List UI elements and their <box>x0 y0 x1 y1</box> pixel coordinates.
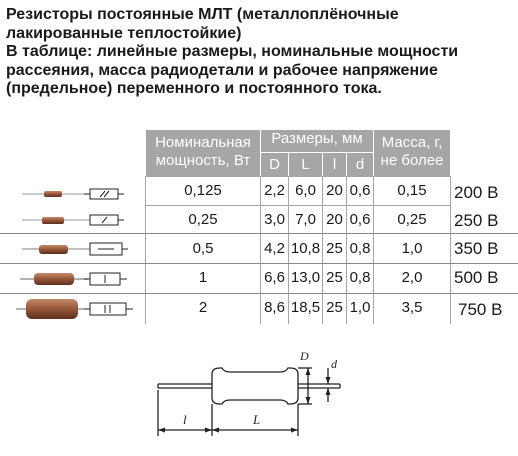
cell-power: 1 <box>198 269 208 286</box>
cell-power: 0,25 <box>188 211 218 228</box>
cell-d: 0,8 <box>349 269 371 286</box>
cell-l: 25 <box>326 269 343 286</box>
resistor-2w-symbol <box>84 303 133 315</box>
cell-power: 0,5 <box>192 240 214 257</box>
dimension-drawing <box>150 338 360 450</box>
cell-mass: 3,5 <box>401 299 423 316</box>
resistor-0125w-photo <box>22 191 90 197</box>
voltage-label: 500 В <box>454 268 499 287</box>
cell-L: 18,5 <box>290 299 321 316</box>
resistor-1w-photo <box>20 273 88 285</box>
resistor-2w-photo <box>16 299 84 319</box>
voltage-label: 200 В <box>454 183 499 202</box>
cell-d: 1,0 <box>349 299 371 316</box>
cell-d: 0,6 <box>349 182 371 199</box>
voltage-label: 750 В <box>458 300 503 319</box>
cell-d: 0,8 <box>349 240 371 257</box>
voltage-label: 250 В <box>454 211 499 230</box>
document-title <box>6 6 512 99</box>
voltage-label: 350 В <box>454 239 499 258</box>
dim-label-D: D <box>300 349 309 363</box>
title-line-1: Резисторы постоянные МЛТ (металлоплёночные <box>6 6 399 23</box>
resistor-images <box>0 176 145 326</box>
cell-D: 3,0 <box>264 211 285 228</box>
title-line-2: лакированные теплостойкие) <box>6 24 242 42</box>
header-D: D <box>261 153 288 176</box>
resistor-025w-photo <box>22 217 90 224</box>
cell-mass: 2,0 <box>401 269 423 286</box>
resistor-0125w-symbol <box>84 189 124 199</box>
header-power: Номинальная мощность, Вт <box>146 130 260 176</box>
header-dims: Размеры, мм <box>261 130 373 152</box>
cell-D: 4,2 <box>264 240 285 257</box>
resistor-1w-symbol <box>84 273 127 285</box>
cell-l: 20 <box>326 182 343 199</box>
cell-d: 0,6 <box>349 211 371 228</box>
cell-L: 7,0 <box>295 211 316 228</box>
header-l: l <box>323 153 346 176</box>
cell-mass: 1,0 <box>401 240 423 257</box>
cell-D: 2,2 <box>264 182 285 199</box>
header-L: L <box>289 153 322 176</box>
header-d: d <box>347 153 373 176</box>
cell-D: 6,6 <box>264 269 285 286</box>
dim-label-l: l <box>183 412 187 427</box>
cell-L: 6,0 <box>295 182 316 199</box>
resistor-025w-symbol <box>90 215 124 225</box>
cell-l: 25 <box>326 240 343 257</box>
title-line-4: рассеяния, масса радиодетали и рабочее напряжение <box>6 61 438 79</box>
cell-L: 10,8 <box>290 240 321 257</box>
grid-line <box>145 205 451 206</box>
cell-power: 2 <box>198 299 208 316</box>
cell-power: 0,125 <box>184 182 222 199</box>
title-line-5: (предельное) переменного и постоянного тока. <box>6 80 382 97</box>
cell-l: 25 <box>326 299 343 316</box>
grid-line <box>450 176 451 324</box>
resistor-05w-photo <box>22 245 90 254</box>
header-mass: Масса, г, не более <box>374 130 450 176</box>
cell-D: 8,6 <box>264 299 285 316</box>
dim-label-d: d <box>331 357 337 371</box>
resistor-05w-symbol <box>90 243 128 255</box>
dim-label-L: L <box>253 412 261 427</box>
grid-line <box>145 176 451 177</box>
cell-mass: 0,25 <box>397 211 427 228</box>
cell-mass: 0,15 <box>397 182 427 199</box>
cell-l: 20 <box>326 211 343 228</box>
cell-L: 13,0 <box>290 269 321 286</box>
title-line-3: В таблице: линейные размеры, номинальные мощности <box>6 43 459 60</box>
